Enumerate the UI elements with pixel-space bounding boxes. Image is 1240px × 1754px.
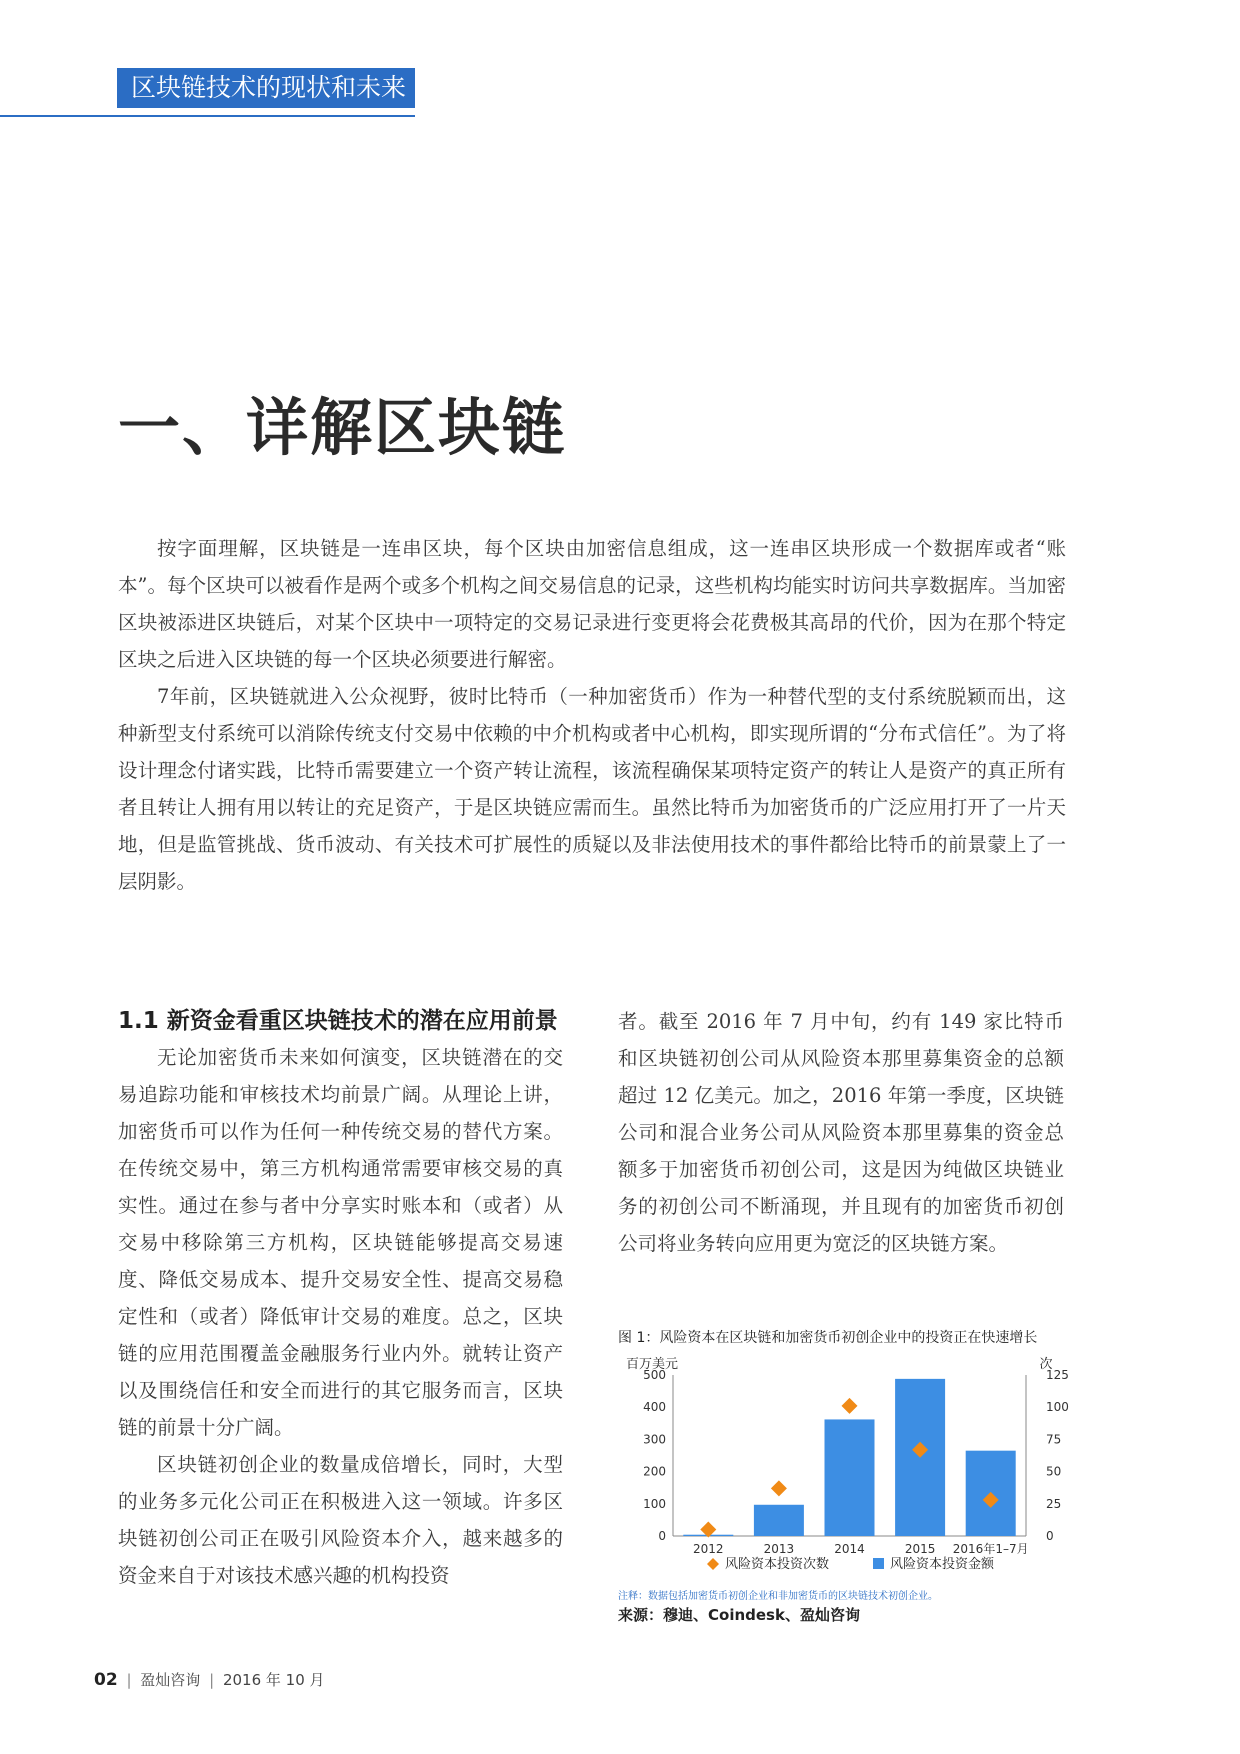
legend-marker-icon bbox=[707, 1558, 719, 1570]
left-tick-label: 200 bbox=[643, 1464, 666, 1479]
left-tick-label: 0 bbox=[658, 1529, 666, 1543]
figure-note: 注释：数据包括加密货币初创企业和非加密货币的区块链技术初创企业。 bbox=[618, 1591, 938, 1602]
left-axis-unit: 百万美元 bbox=[626, 1357, 679, 1372]
footer-date: 2016 年 10 月 bbox=[222, 1671, 325, 1689]
intro-paragraph: 按字面理解，区块链是一连串区块，每个区块由加密信息组成，这一连串区块形成一个数据库或者“账本”。每个区块可以被看作是两个或多个机构之间交易信息的记录，这些机构均能实时访问共享数据库。当加密区块被添进区块链后，对某个区块中一项特定的交易记录进行变更将会花费极其高昂的代价，因为在那个特定区块之后进入区块链的每一个区块必须要进行解密。 bbox=[118, 537, 1066, 671]
figure-caption: 图 1：风险资本在区块链和加密货币初创企业中的投资正在快速增长 bbox=[618, 1330, 1038, 1346]
footer-separator: | bbox=[209, 1671, 215, 1689]
left-tick-label: 500 bbox=[643, 1368, 666, 1382]
running-header: 区块链技术的现状和未来 bbox=[117, 68, 415, 108]
chapter-title: 一、详解区块链 bbox=[118, 391, 567, 464]
right-tick-label: 125 bbox=[1046, 1368, 1069, 1382]
intro-text bbox=[118, 530, 1066, 900]
legend-bar-icon bbox=[873, 1558, 884, 1569]
marker-2014 bbox=[842, 1398, 858, 1414]
right-tick-label: 50 bbox=[1046, 1464, 1062, 1479]
right-axis-unit: 次 bbox=[1039, 1357, 1053, 1372]
x-tick-label: 2013 bbox=[763, 1542, 795, 1556]
figure-source: 来源：穆迪、Coindesk、盈灿咨询 bbox=[618, 1606, 860, 1624]
legend-label: 风险资本投资金额 bbox=[890, 1557, 995, 1572]
bar-2013 bbox=[754, 1505, 804, 1536]
left-tick-label: 400 bbox=[643, 1400, 666, 1415]
legend-label: 风险资本投资次数 bbox=[725, 1557, 830, 1572]
right-tick-label: 0 bbox=[1046, 1529, 1054, 1543]
marker-2013 bbox=[771, 1480, 787, 1496]
right-tick-label: 100 bbox=[1046, 1400, 1069, 1415]
page-footer bbox=[94, 1669, 325, 1690]
left-tick-label: 300 bbox=[643, 1432, 666, 1447]
left-column bbox=[118, 1003, 563, 1594]
x-tick-label: 2015 bbox=[904, 1542, 936, 1556]
x-tick-label: 2016年1–7月 bbox=[952, 1542, 1029, 1556]
section-title: 1.1 新资金看重区块链技术的潜在应用前景 bbox=[118, 1008, 558, 1034]
section-paragraph: 无论加密货币未来如何演变，区块链潜在的交易追踪功能和审核技术均前景广阔。从理论上讲，加密货币可以作为任何一种传统交易的替代方案。在传统交易中，第三方机构通常需要审核交易的真实性。通过在参与者中分享实时账本和（或者）从交易中移除第三方机构，区块链能够提高交易速度、降低交易成本、提升交易安全性、提高交易稳定性和（或者）降低审计交易的难度。总之，区块链的应用范围覆盖金融服务行业内外。就转让资产以及围绕信任和安全而进行的其它服务而言，区块链的前景十分广阔。 bbox=[118, 1046, 563, 1439]
bar-2014 bbox=[825, 1419, 875, 1536]
right-tick-label: 75 bbox=[1046, 1432, 1062, 1447]
intro-paragraph: 7年前，区块链就进入公众视野，彼时比特币（一种加密货币）作为一种替代型的支付系统脱颖而出，这种新型支付系统可以消除传统支付交易中依赖的中介机构或者中心机构，即实现所谓的“分布式信任”。为了将设计理念付诸实践，比特币需要建立一个资产转让流程，该流程确保某项特定资产的转让人是资产的真正所有者且转让人拥有用以转让的充足资产，于是区块链应需而生。虽然比特币为加密货币的广泛应用打开了一片天地，但是监管挑战、货币波动、有关技术可扩展性的质疑以及非法使用技术的事件都给比特币的前景蒙上了一层阴影。 bbox=[118, 685, 1066, 893]
x-tick-label: 2014 bbox=[834, 1542, 865, 1556]
left-tick-label: 100 bbox=[643, 1496, 666, 1511]
x-tick-label: 2012 bbox=[693, 1542, 724, 1556]
section-paragraph-continued: 者。截至 2016 年 7 月中旬，约有 149 家比特币和区块链初创公司从风险资本那里募集资金的总额超过 12 亿美元。加之，2016 年第一季度，区块链公司和混合业务公司从风险资本那里募集的资金总额多于加密货币初创公司，这是因为纯做区块链业务的初创公司不断涌现，并且现有的加密货币初创公司将业务转向应用更为宽泛的区块链方案。 bbox=[618, 1010, 1064, 1255]
section-paragraph: 区块链初创企业的数量成倍增长，同时，大型的业务多元化公司正在积极进入这一领域。许多区块链初创公司正在吸引风险资本介入，越来越多的资金来自于对该技术感兴趣的机构投资 bbox=[118, 1453, 563, 1587]
page-number: 02 bbox=[94, 1670, 118, 1690]
footer-separator: | bbox=[126, 1671, 132, 1689]
right-column bbox=[618, 1003, 1064, 1262]
header-rule bbox=[0, 115, 415, 117]
footer-org: 盈灿咨询 bbox=[140, 1671, 201, 1689]
right-tick-label: 25 bbox=[1046, 1496, 1062, 1511]
investment-chart bbox=[618, 1350, 1098, 1585]
